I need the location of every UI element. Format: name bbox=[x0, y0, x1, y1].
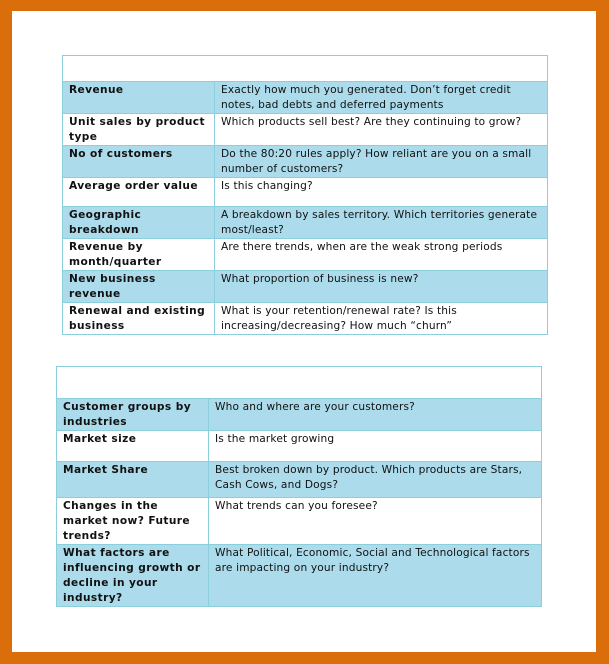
table-row bbox=[63, 114, 548, 146]
table-row bbox=[63, 178, 548, 207]
row-key: New business revenue bbox=[63, 271, 215, 303]
row-description: Best broken down by product. Which products are Stars, Cash Cows, and Dogs? bbox=[209, 462, 542, 498]
row-key: Revenue bbox=[63, 82, 215, 114]
table-row bbox=[63, 146, 548, 178]
document-page bbox=[12, 11, 596, 652]
table-header-row bbox=[63, 56, 548, 82]
row-description: Is this changing? bbox=[215, 178, 548, 207]
row-description: What trends can you foresee? bbox=[209, 498, 542, 545]
row-key: Renewal and existing business bbox=[63, 303, 215, 335]
row-key: Customer groups by industries bbox=[57, 399, 209, 431]
table-row bbox=[57, 498, 542, 545]
row-description: What is your retention/renewal rate? Is this increasing/decreasing? How much “churn” bbox=[215, 303, 548, 335]
table-row bbox=[57, 545, 542, 607]
row-description: Exactly how much you generated. Don’t forget credit notes, bad debts and deferred payments bbox=[215, 82, 548, 114]
row-description: Which products sell best? Are they continuing to grow? bbox=[215, 114, 548, 146]
row-description: A breakdown by sales territory. Which territories generate most/least? bbox=[215, 207, 548, 239]
row-description: Are there trends, when are the weak strong periods bbox=[215, 239, 548, 271]
row-key: No of customers bbox=[63, 146, 215, 178]
row-key: Revenue by month/quarter bbox=[63, 239, 215, 271]
table-row bbox=[63, 207, 548, 239]
row-key: Geographic breakdown bbox=[63, 207, 215, 239]
table-row bbox=[63, 239, 548, 271]
revenue-metrics-table bbox=[62, 55, 548, 335]
row-description: What proportion of business is new? bbox=[215, 271, 548, 303]
row-key: Changes in the market now? Future trends? bbox=[57, 498, 209, 545]
row-key: Average order value bbox=[63, 178, 215, 207]
row-key: What factors are influencing growth or decline in your industry? bbox=[57, 545, 209, 607]
market-analysis-table bbox=[56, 366, 542, 607]
table-row bbox=[57, 462, 542, 498]
table-header-row bbox=[57, 367, 542, 399]
row-description: What Political, Economic, Social and Technological factors are impacting on your industry? bbox=[209, 545, 542, 607]
table-row bbox=[63, 303, 548, 335]
row-description: Do the 80:20 rules apply? How reliant are you on a small number of customers? bbox=[215, 146, 548, 178]
row-key: Market size bbox=[57, 431, 209, 462]
table-row bbox=[57, 399, 542, 431]
row-description: Is the market growing bbox=[209, 431, 542, 462]
table-row bbox=[63, 271, 548, 303]
row-description: Who and where are your customers? bbox=[209, 399, 542, 431]
row-key: Unit sales by product type bbox=[63, 114, 215, 146]
table-row bbox=[63, 82, 548, 114]
row-key: Market Share bbox=[57, 462, 209, 498]
table-row bbox=[57, 431, 542, 462]
